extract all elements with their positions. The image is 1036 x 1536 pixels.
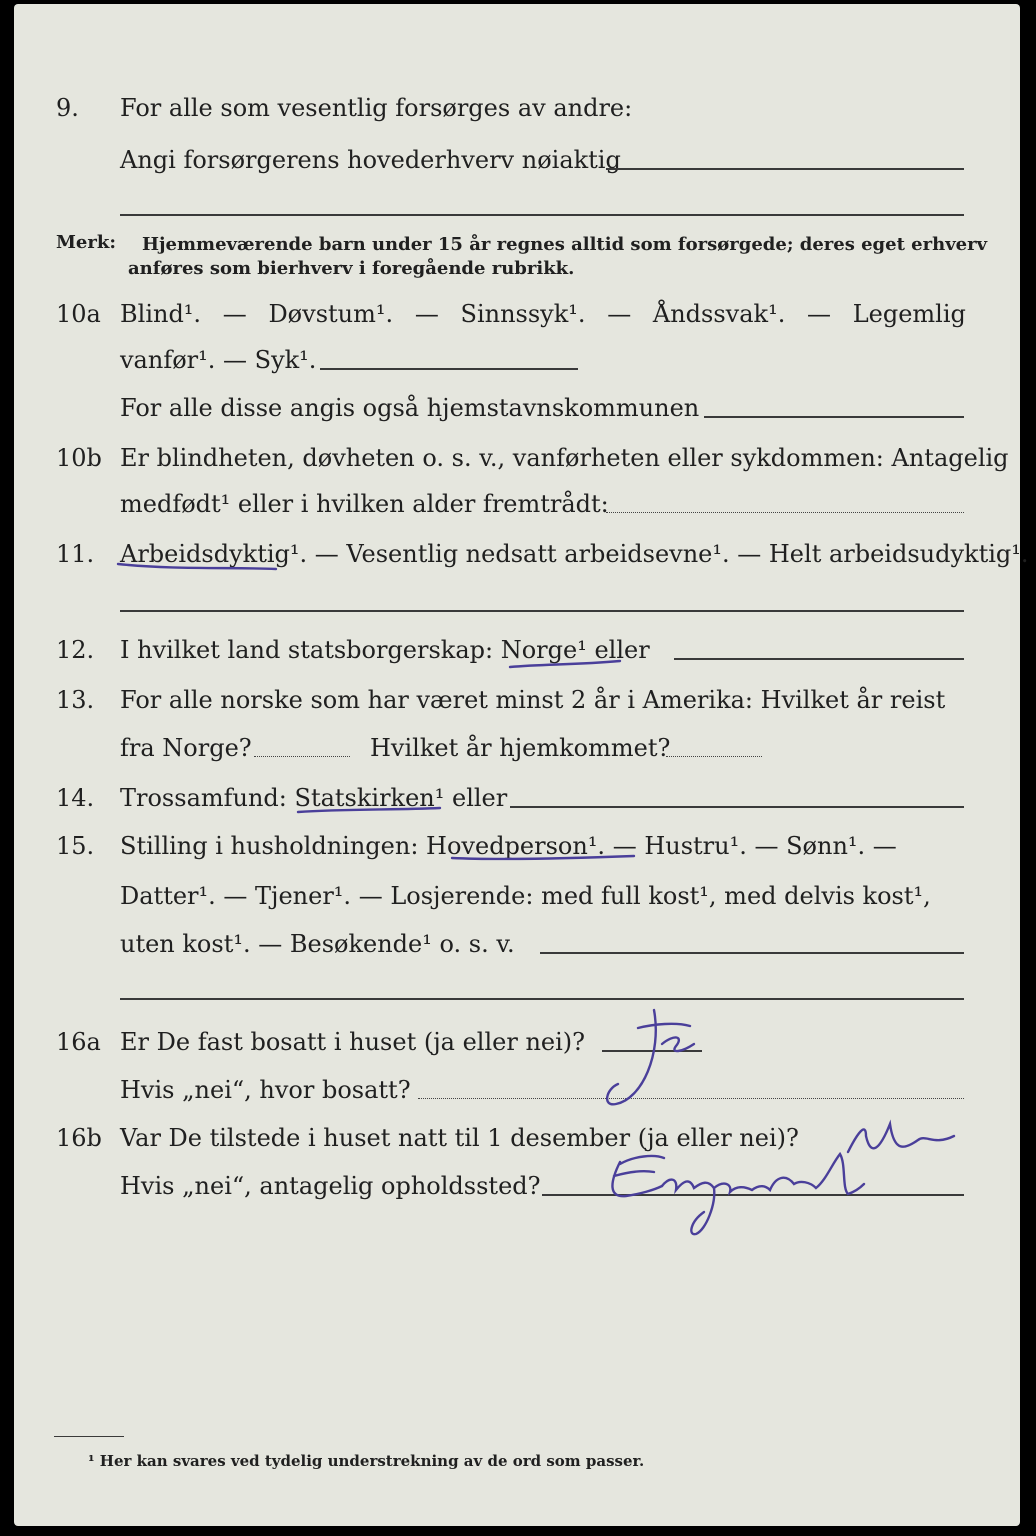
question-text: uten kost¹. — Besøkende¹ o. s. v. <box>120 930 515 958</box>
option-blind: Blind¹. <box>120 300 202 328</box>
question-text: Var De tilstede i huset natt til 1 desember (ja eller nei)? <box>120 1124 799 1152</box>
question-text: Er De fast bosatt i huset (ja eller nei)? <box>120 1028 586 1056</box>
handwriting-overlay <box>14 4 1020 1526</box>
question-number: 10b <box>56 444 102 472</box>
question-text: Trossamfund: Statskirken¹ eller <box>120 784 508 812</box>
dash: — <box>222 300 247 328</box>
handwritten-engudal-stroke <box>612 1156 664 1196</box>
handwritten-answer-16b-2: Engudal <box>614 1199 619 1200</box>
question-number: 9. <box>56 94 79 122</box>
underline-statskirken <box>298 808 440 812</box>
underline-hovedperson <box>452 856 634 859</box>
question-number: 16a <box>56 1028 101 1056</box>
question-text: Hvilket år hjemkommet? <box>370 734 671 762</box>
question-text: vanfør¹. — Syk¹. <box>120 346 317 374</box>
footnote: ¹ Her kan svares ved tydelig understrekning av de ord som passer. <box>88 1452 645 1470</box>
question-text: Datter¹. — Tjener¹. — Losjerende: med full kost¹, med delvis kost¹, <box>120 882 931 910</box>
option-dovstum: Døvstum¹. <box>268 300 394 328</box>
question-text: Hvis „nei“, antagelig opholdssted? <box>120 1172 541 1200</box>
question-text: fra Norge? <box>120 734 252 762</box>
dash: — <box>807 300 832 328</box>
question-number: 10a <box>56 300 101 328</box>
question-number: 11. <box>56 540 95 568</box>
option-sinnssyk: Sinnssyk¹. <box>460 300 586 328</box>
question-text: Stilling i husholdningen: Hovedperson¹. — Hustru¹. — Sønn¹. — <box>120 832 897 860</box>
census-form-page <box>14 4 1029 1526</box>
question-text: For alle norske som har været minst 2 år i Amerika: Hvilket år reist <box>120 686 946 714</box>
question-number: 16b <box>56 1124 102 1152</box>
question-number: 13. <box>56 686 95 714</box>
dash: — <box>607 300 632 328</box>
underline-arbeidsdyktig <box>118 564 276 569</box>
dash: — <box>414 300 439 328</box>
option-legemlig: Legemlig <box>852 300 966 328</box>
question-number: 15. <box>56 832 95 860</box>
handwritten-answer-16a: Ja <box>642 1064 643 1065</box>
note-label: Merk: <box>56 232 116 253</box>
handwritten-ja-stroke <box>662 1037 694 1051</box>
option-andssvak: Åndssvak¹. <box>652 300 786 328</box>
handwritten-ja-stroke <box>607 1010 656 1104</box>
question-text: I hvilket land statsborgerskap: Norge¹ eller <box>120 636 650 664</box>
handwritten-engudal-stroke <box>662 1180 714 1235</box>
question-text: Hvis „nei“, hvor bosatt? <box>120 1076 411 1104</box>
underline-norge <box>510 661 620 667</box>
question-text: Arbeidsdyktig¹. — Vesentlig nedsatt arbeidsevne¹. — Helt arbeidsudyktig¹. <box>120 540 1029 568</box>
question-text: For alle som vesentlig forsørges av andre: <box>120 94 633 122</box>
handwritten-nei-stroke <box>848 1124 954 1152</box>
note-text: anføres som bierhverv i foregående rubrikk. <box>128 258 575 279</box>
question-text: Er blindheten, døvheten o. s. v., vanførheten eller sykdommen: Antagelig <box>120 444 1009 472</box>
handwritten-engudal-stroke <box>714 1154 864 1194</box>
question-number: 14. <box>56 784 95 812</box>
handwritten-answer-16b-1: Nei <box>854 1154 856 1155</box>
question-number: 12. <box>56 636 95 664</box>
question-text: For alle disse angis også hjemstavnskommunen <box>120 394 700 422</box>
question-text: Angi forsørgerens hovederhverv nøiaktig <box>120 146 621 174</box>
question-text: medfødt¹ eller i hvilken alder fremtrådt: <box>120 490 609 518</box>
note-text: Hjemmeværende barn under 15 år regnes alltid som forsørgede; deres eget erhverv <box>142 234 988 255</box>
handwritten-ja-stroke <box>638 1024 690 1028</box>
